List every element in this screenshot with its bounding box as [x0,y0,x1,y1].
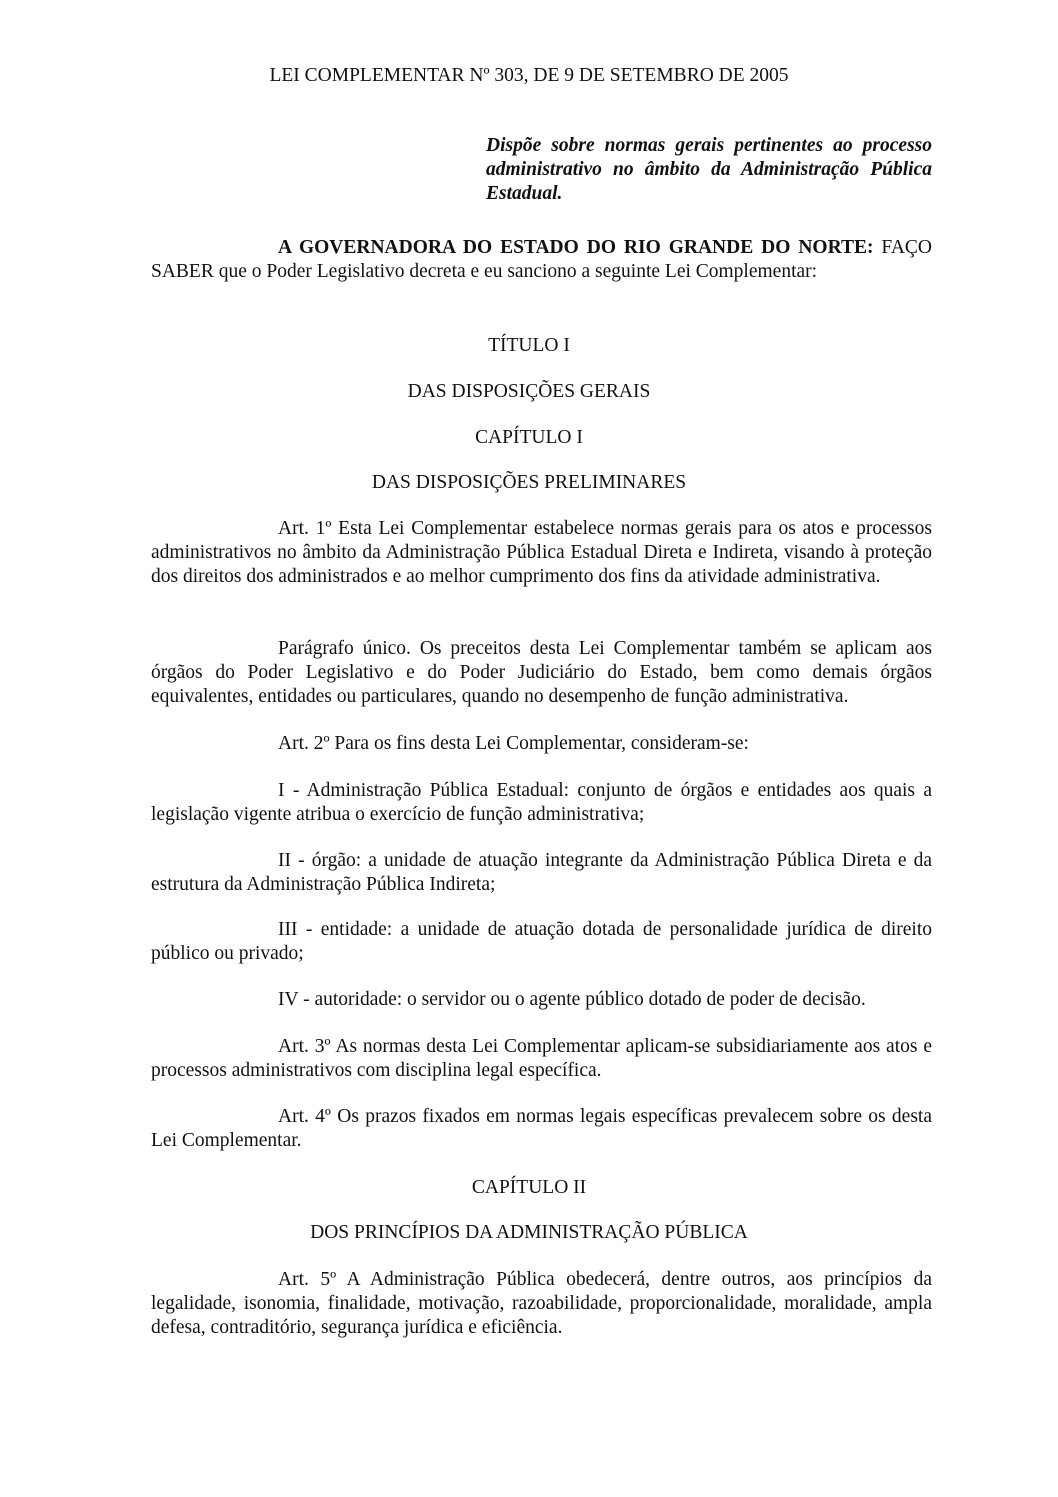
law-summary: Dispõe sobre normas gerais pertinentes ao processo administrativo no âmbito da Administração Pública Estadual. [486,135,932,204]
article-5: Art. 5º A Administração Pública obedecerá, dentre outros, aos princípios da legalidade, isonomia, finalidade, motivação, razoabilidade, proporcionalidade, moralidade, ampla defesa, contraditório, segurança jurídica e eficiência. [151,1269,932,1338]
chapter-1-heading: CAPÍTULO I [475,427,583,448]
preamble [151,236,932,284]
article-1-paragraph: Parágrafo único. Os preceitos desta Lei Complementar também se aplicam aos órgãos do Poder Legislativo e do Poder Judiciário do Estado, bem como demais órgãos equivalentes, entidades ou particulares, quando no desempenho de função administrativa. [151,638,932,707]
article-2-item-II: II - órgão: a unidade de atuação integrante da Administração Pública Direta e da estrutura da Administração Pública Indireta; [151,850,932,895]
chapter-2-name: DOS PRINCÍPIOS DA ADMINISTRAÇÃO PÚBLICA [310,1222,748,1243]
article-1: Art. 1º Esta Lei Complementar estabelece normas gerais para os atos e processos administrativos no âmbito da Administração Pública Estadual Direta e Indireta, visando à proteção dos direitos dos administrados e ao melhor cumprimento dos fins da atividade administrativa. [151,518,932,587]
title-heading: TÍTULO I [488,335,570,356]
preamble-authority: A GOVERNADORA DO ESTADO DO RIO GRANDE DO NORTE: [278,237,874,258]
article-2-item-I: I - Administração Pública Estadual: conjunto de órgãos e entidades aos quais a legislação vigente atribua o exercício de função administrativa; [151,780,932,825]
preamble-text: FAÇO SABER que o Poder Legislativo decreta e eu sanciono a seguinte Lei Complementar: [151,237,932,282]
chapter-2-heading: CAPÍTULO II [471,1177,587,1198]
title-name: DAS DISPOSIÇÕES GERAIS [407,381,651,402]
article-3: Art. 3º As normas desta Lei Complementar aplicam-se subsidiariamente aos atos e processos administrativos com disciplina legal específica. [151,1036,932,1081]
article-2: Art. 2º Para os fins desta Lei Complementar, consideram-se: [278,733,749,754]
law-title: LEI COMPLEMENTAR Nº 303, DE 9 DE SETEMBRO DE 2005 [269,65,789,86]
chapter-1-name: DAS DISPOSIÇÕES PRELIMINARES [371,472,687,493]
article-4: Art. 4º Os prazos fixados em normas legais específicas prevalecem sobre os desta Lei Complementar. [151,1106,932,1151]
article-2-item-IV: IV - autoridade: o servidor ou o agente público dotado de poder de decisão. [278,989,866,1010]
article-2-item-III: III - entidade: a unidade de atuação dotada de personalidade jurídica de direito público ou privado; [151,919,932,964]
